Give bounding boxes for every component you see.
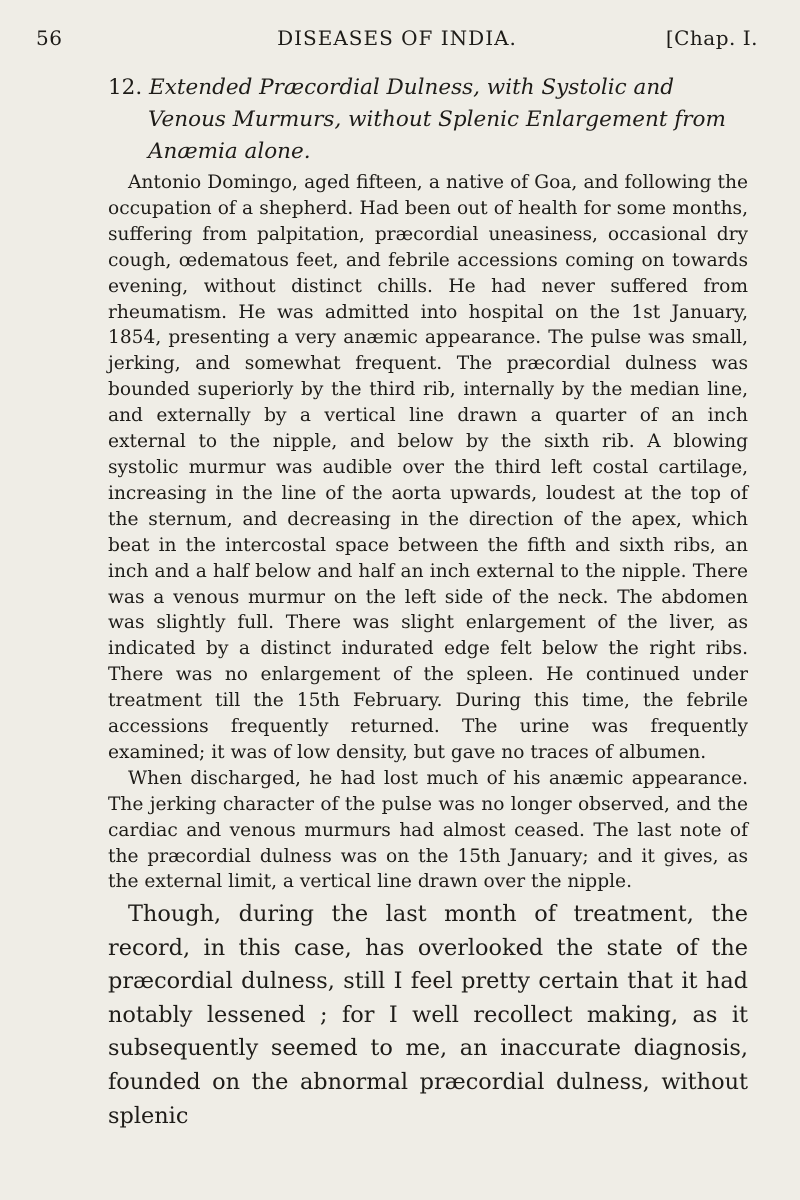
chapter-marker: [Chap. I.	[665, 26, 758, 50]
case-heading-line-1	[108, 72, 748, 104]
commentary	[108, 898, 748, 1133]
case-paragraph-2: When discharged, he had lost much of his anæmic appearance. The jerking character of the pulse was no longer observed, and the cardiac and venous murmurs had almost ceased. The last note of the præcordial dulness was on the 15th January; and it gives, as the external limit, a vertical line drawn over the nipple.	[108, 767, 748, 893]
case-title-line-2: Venous Murmurs, without Splenic Enlargement from	[148, 107, 726, 132]
case-paragraph-1: Antonio Domingo, aged fifteen, a native of Goa, and following the occupation of a shepherd. Had been out of health for some months, suffering from palpitation, præcordial uneasiness, occasional dry cough, œdematous feet, and febrile accessions coming on towards evening, without distinct chills. He had never suffered from rheumatism. He was admitted into hospital on the 1st January, 1854, presenting a very anæmic appearance. The pulse was small, jerking, and somewhat frequent. The præcordial dulness was bounded superiorly by the third rib, internally by the median line, and externally by a vertical line drawn a quarter of an inch external to the nipple, and below by the sixth rib. A blowing systolic murmur was audible over the third left costal cartilage, increasing in the line of the aorta upwards, loudest at the top of the sternum, and decreasing in the direction of the apex, which beat in the intercostal space between the fifth and sixth ribs, an inch and a half below and half an inch external to the nipple. There was a venous murmur on the left side of the neck. The abdomen was slightly full. There was slight enlargement of the liver, as indicated by a distinct indurated edge felt below the right ribs. There was no enlargement of the spleen. He continued under treatment till the 15th February. During this time, the febrile accessions frequently returned. The urine was frequently examined; it was of low density, but gave no traces of albumen.	[108, 172, 748, 763]
case-number: 12.	[108, 75, 143, 100]
case-title-line-3: Anæmia alone.	[148, 139, 311, 164]
case-title-line-1: Extended Præcordial Dulness, with Systolic and	[149, 75, 674, 100]
commentary-paragraph: Though, during the last month of treatment, the record, in this case, has overlooked the state of the præcordial dulness, still I feel pretty certain that it had notably lessened ; for I well recollect making, as it subsequently seemed to me, an inaccurate diagnosis, founded on the abnormal præcordial dulness, without splenic	[108, 901, 748, 1129]
running-header	[36, 26, 758, 58]
running-title: DISEASES OF INDIA.	[277, 26, 517, 50]
case-report	[108, 170, 748, 895]
case-heading	[108, 72, 748, 168]
page-number: 56	[36, 26, 63, 50]
